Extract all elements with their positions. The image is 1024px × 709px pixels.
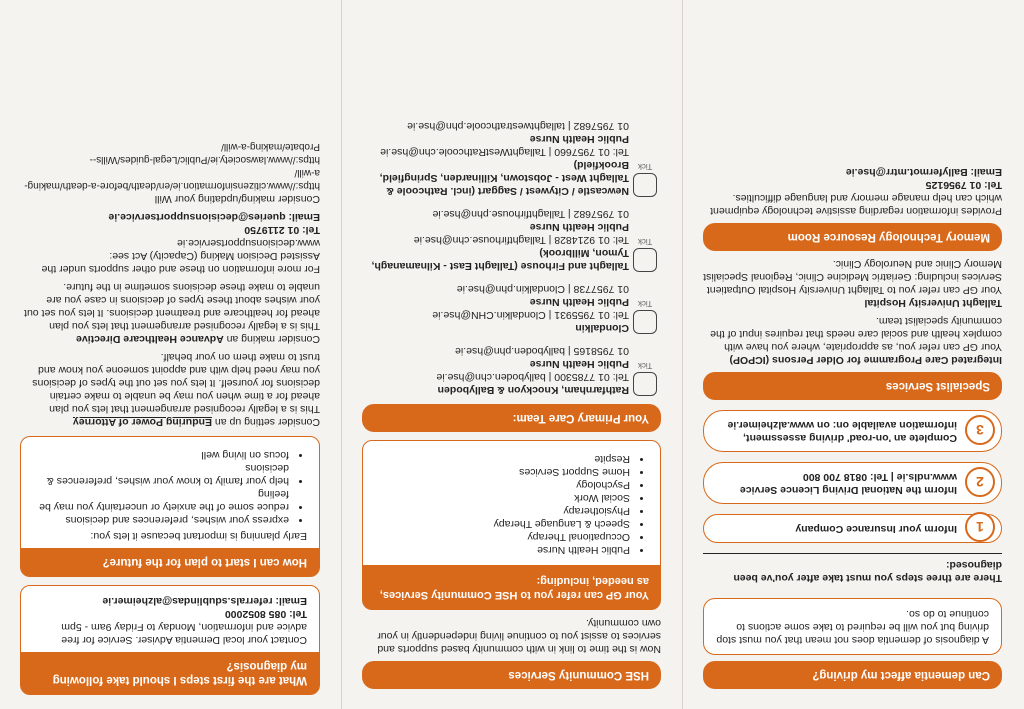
mtrr-header: Memory Technology Resource Room [703, 223, 1002, 251]
steps-intro: There are three steps you must take after you've been diagnosed: [703, 553, 1002, 584]
will-link-lawsociety[interactable]: https://www.lawsociety.ie/Public/Legal-guides/Wills--Probate/making-a-will/ [89, 141, 320, 165]
epa-term: Enduring Power of Attorney [72, 416, 212, 428]
panel-first-steps [0, 0, 342, 709]
list-item: • Home Support Services [375, 465, 630, 478]
list-item: • Occupational Therapy [375, 530, 630, 543]
team-phn-label: Public Health Nurse [529, 296, 629, 308]
team-phn-contact: 01 7957682 | tallaghtwestrathcoole.phn@hse.ie [407, 120, 629, 132]
ahd-lead: Consider making an [226, 333, 320, 345]
mtrr-tel: Tel: 01 7956125 [925, 179, 1002, 191]
step-1 [703, 514, 1002, 543]
team-title: Rathfarnham, Knockyon & Ballyboden [437, 384, 629, 396]
ahd-term: Advance Healthcare Directive [76, 333, 224, 345]
step-number: 3 [965, 415, 995, 445]
team-contact: Tel: 01 7955931 | Clondalkin.CHN@hse.ie [432, 309, 629, 321]
team-title: Tallaght and Firhouse (Tallaght East - Kilnamanagh, Tymon, Millbrook) [371, 247, 629, 272]
list-item: • focus on living well [33, 448, 289, 461]
team-contact: Tel: 01 7785300 | ballyboden.chn@hse.ie [436, 371, 629, 383]
first-steps-header: What are the first steps I should take following my diagnosis? [21, 652, 319, 694]
step-number: 1 [965, 513, 995, 543]
step-3 [703, 410, 1002, 452]
step-2 [703, 462, 1002, 504]
first-steps-email: Email: referrals.sdublindas@alzheimer.ie [102, 595, 307, 607]
tick-checkbox[interactable] [633, 248, 657, 272]
panel-driving-specialist [682, 0, 1024, 709]
epa-text: This is a legally recognised arrangement that lets you plan ahead for a time when you may be unable to make certain decisions for yourself. It lets you set out the types of decisions you may need help with and appoint someone you know and trust to make them on your behalf. [32, 351, 320, 415]
dementia-driving-callout [703, 598, 1002, 655]
tick-checkbox[interactable] [633, 310, 657, 334]
epa-lead: Consider setting up an [214, 416, 320, 428]
gp-refer: Your GP can refer you to HSE Community Services, as needed, including: [362, 566, 661, 610]
step-text: Inform your Insurance Company [795, 523, 957, 535]
plan-header: How can I start to plan for the future? [21, 548, 319, 576]
list-item: • Speech & Language Therapy [375, 517, 630, 530]
list-item: • Public Health Nurse [375, 543, 630, 556]
list-item: • reduce some of the anxiety or uncertainty you may be feeling [33, 487, 289, 513]
icpop-title: Integrated Care Programme for Older Persons (ICPOP) [729, 354, 1002, 366]
plan-box [20, 436, 320, 577]
step-text: Inform the National Driving Licence Service www.ndls.ie | Tel: 0818 700 800 [739, 471, 957, 496]
team-phn-label: Public Health Nurse [529, 221, 629, 233]
tick-label: Tick [637, 299, 653, 308]
team-clondalkin [362, 282, 661, 334]
tick-label: Tick [637, 237, 653, 246]
tick-checkbox[interactable] [633, 372, 657, 396]
team-rathfarnham [362, 344, 661, 396]
panel-hse-community [341, 0, 683, 709]
first-steps-box [20, 585, 320, 695]
hse-header: HSE Community Services [362, 661, 661, 689]
list-item: • Psychology [375, 478, 630, 491]
team-tallaght-firhouse [362, 207, 661, 272]
team-phn-label: Public Health Nurse [529, 133, 629, 145]
dss-text: For more information on these and other supports under the Assisted Decision Making (Capacity) Act see: www.decisionsupportservice.ie [41, 237, 320, 275]
specialist-header: Specialist Services [703, 372, 1002, 400]
services-list [375, 452, 648, 556]
will-link-citizens[interactable]: https://www.citizensinformation.ie/en/death/before-a-death/making-a-will/ [24, 167, 320, 191]
team-contact: Tel: 01 7957660 | TallaghtWestRathcoole.chn@hse.ie [380, 146, 629, 158]
tick-label: Tick [637, 361, 653, 370]
team-phn-contact: 01 7958165 | ballyboden.phn@hse.ie [455, 345, 629, 357]
team-title: Newcastle / Citywest / Saggart (incl. Rathcoole & Tallaght West - Jobstown, Killinarden, Springfield, Brookfield) [379, 159, 629, 197]
team-phn-label: Public Health Nurse [529, 358, 629, 370]
plan-intro: Early planning is important because it lets you: [90, 530, 307, 542]
tuh-text: Your GP can refer you to Tallaght University Hospital Outpatient Services including: Geriatric Medicine Clinic, Regional Specialist Memory Clinic and Neurology Clinic. [703, 258, 1002, 296]
team-newcastle-citywest [362, 119, 661, 197]
step-text: Complete an 'on-road' driving assessment, information available on: on www.alzheimer.ie [727, 419, 957, 444]
dss-tel: Tel: 01 2119750 [244, 224, 320, 236]
dementia-driving-text: A diagnosis of dementia does not mean that you must stop driving but you will be required to take some actions to continue to do so. [716, 608, 989, 646]
team-phn-contact: 01 7957682 | Tallaghtfirhouse.phn@hse.ie [432, 208, 629, 220]
list-item: • Social Work [375, 491, 630, 504]
ahd-text: This is a legally recognised arrangement that lets you plan ahead for healthcare and treatment decisions. It lets you set out your wishes about these types of decisions in case you are unable to make these decisions sometime in the future. [24, 281, 320, 332]
hse-text: Now is the time to link in with community based supports and services to assist you to continue living independently in your own community. [377, 617, 661, 655]
tuh-title: Tallaght University Hospital [864, 297, 1002, 309]
list-item: • Physiotherapy [375, 504, 630, 517]
tick-label: Tick [637, 162, 653, 171]
team-phn-contact: 01 7957738 | Clondalkin.phn@hse.ie [456, 283, 629, 295]
team-title: Clondalkin [575, 322, 629, 334]
list-item: • Respite [375, 452, 630, 465]
will-text: Consider making/updating your Will [154, 193, 320, 205]
list-item: • help your family to know your wishes, preferences & decisions [33, 461, 289, 487]
step-number: 2 [965, 467, 995, 497]
list-item: • express your wishes, preferences and decisions [33, 513, 289, 526]
dementia-driving-header: Can dementia affect my driving? [703, 661, 1002, 689]
mtrr-text: Provides information regarding assistive technology equipment which can help manage memory and language difficulties. [710, 192, 1002, 217]
services-box [362, 440, 661, 566]
primary-care-header: Your Primary Care Team: [362, 404, 661, 432]
dss-email: Email: queries@decisionsupportservice.ie [108, 211, 320, 223]
mtrr-email: Email: Ballyfermot.mtrr@hse.ie [845, 166, 1002, 178]
first-steps-text: Contact your local Dementia Adviser. Service for free advice and information, Monday to Friday 9am - 5pm [61, 621, 307, 646]
plan-list [33, 448, 307, 526]
team-contact: Tel: 01 9214828 | Tallaghtfirhouse.chn@hse.ie [413, 234, 629, 246]
icpop-text: Your GP can refer you, as appropriate, where you have with complex health and social care needs that requires input of the community specialist team. [710, 315, 1002, 353]
first-steps-tel: Tel: 085 8052000 [224, 608, 307, 620]
tick-checkbox[interactable] [633, 173, 657, 197]
